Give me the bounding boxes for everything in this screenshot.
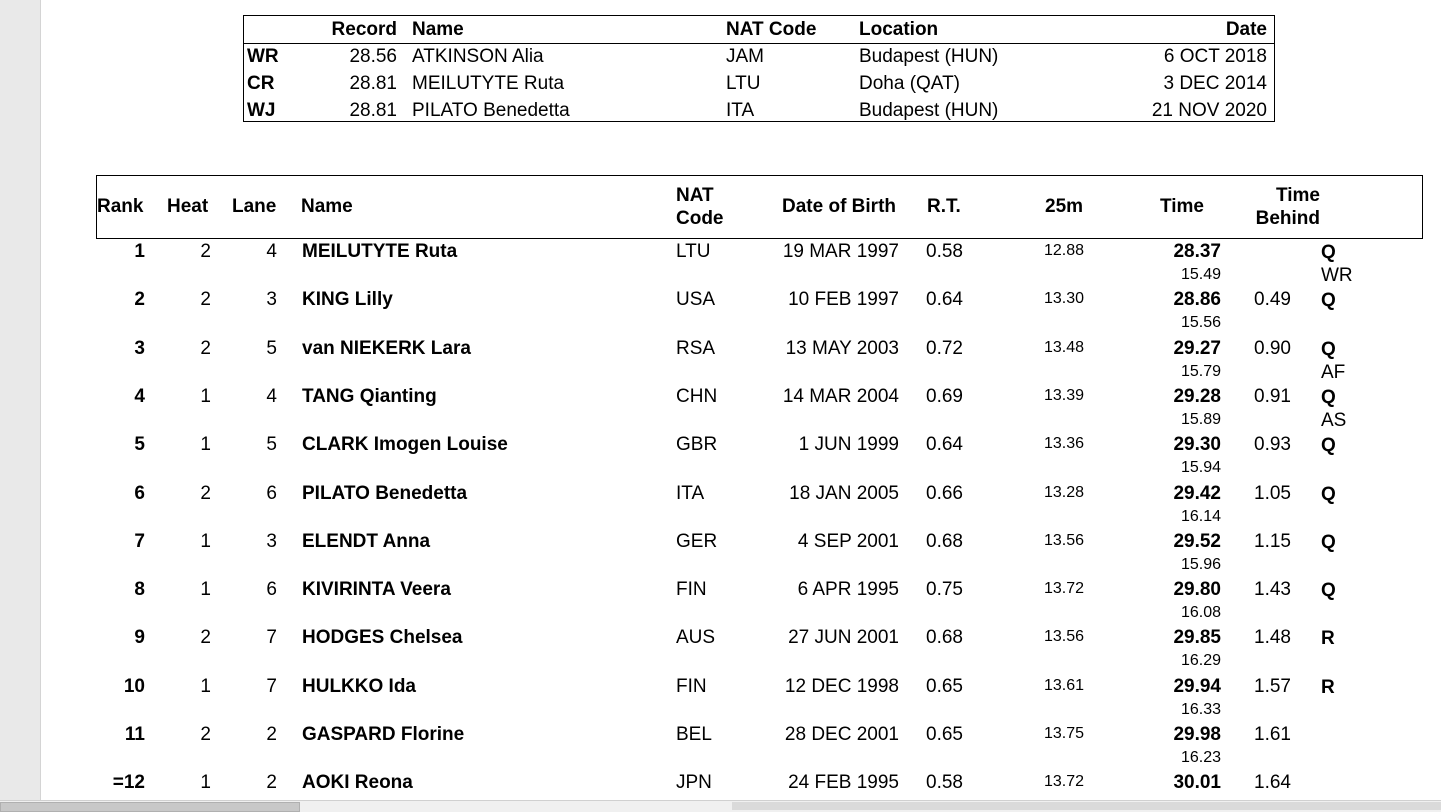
date-of-birth: 4 SEP 2001	[797, 530, 899, 552]
qualifier-mark: Q	[1321, 580, 1336, 602]
result-row	[41, 579, 1441, 627]
split-25m: 13.75	[1043, 725, 1084, 742]
split-25m: 12.88	[1043, 242, 1084, 259]
header-heat: Heat	[167, 196, 209, 217]
split-second-25m: 15.56	[1180, 314, 1221, 332]
result-row	[41, 531, 1441, 579]
result-row	[41, 724, 1441, 772]
result-row	[41, 483, 1441, 531]
lane: 5	[266, 337, 277, 359]
nat-code: FIN	[676, 579, 707, 601]
reaction-time: 0.75	[926, 579, 963, 601]
qualifier-mark: R	[1321, 676, 1335, 698]
split-25m: 13.72	[1043, 773, 1084, 791]
final-time: 28.86	[1173, 289, 1221, 311]
nat-code: GBR	[676, 434, 718, 456]
athlete-name: CLARK Imogen Louise	[302, 434, 508, 456]
record-name: MEILUTYTE Ruta	[412, 73, 565, 94]
header-behind-line2: Behind	[1255, 208, 1320, 229]
result-row	[41, 772, 1441, 800]
records-row	[244, 97, 1274, 124]
heat: 1	[200, 772, 211, 794]
results-header	[96, 175, 1423, 239]
records-header-name: Name	[412, 19, 464, 40]
final-time: 29.80	[1173, 579, 1221, 601]
date-of-birth: 19 MAR 1997	[782, 241, 899, 262]
lane: 2	[266, 724, 277, 745]
record-type: WR	[247, 46, 279, 67]
record-location: Budapest (HUN)	[859, 46, 999, 67]
result-row	[41, 627, 1441, 675]
header-time: Time	[1160, 196, 1205, 217]
athlete-name: ELENDT Anna	[302, 530, 431, 552]
qualifier-mark: Q	[1321, 435, 1336, 457]
date-of-birth: 1 JUN 1999	[798, 434, 899, 456]
time-behind: 1.57	[1254, 675, 1291, 697]
result-row	[41, 434, 1441, 482]
record-nat: JAM	[726, 46, 764, 67]
date-of-birth: 27 JUN 2001	[788, 627, 899, 649]
records-header-date: Date	[1225, 19, 1267, 40]
final-time: 29.27	[1173, 337, 1221, 359]
header-name: Name	[301, 196, 353, 217]
final-time: 28.37	[1173, 241, 1221, 262]
date-of-birth: 14 MAR 2004	[782, 385, 899, 407]
qualifier-mark: Q	[1321, 338, 1336, 360]
lane: 6	[266, 579, 277, 601]
athlete-name: HULKKO Ida	[302, 675, 416, 697]
split-25m: 13.36	[1043, 435, 1084, 453]
nat-code: BEL	[676, 724, 712, 745]
records-row	[244, 43, 1274, 70]
record-mark: WR	[1321, 265, 1353, 286]
split-second-25m: 15.94	[1180, 459, 1221, 477]
header-rank: Rank	[97, 196, 144, 217]
record-time: 28.56	[349, 46, 397, 67]
record-mark: AS	[1321, 409, 1347, 431]
header-nat-line1: NAT	[676, 185, 714, 206]
split-25m: 13.39	[1043, 386, 1084, 404]
time-behind: 1.61	[1254, 724, 1291, 745]
lane: 3	[266, 530, 277, 552]
time-behind: 1.05	[1254, 482, 1291, 504]
header-rt: R.T.	[927, 196, 961, 217]
nat-code: AUS	[676, 627, 716, 649]
athlete-name: KING Lilly	[302, 289, 393, 311]
record-name: PILATO Benedetta	[412, 100, 570, 121]
final-time: 29.28	[1173, 385, 1221, 407]
split-25m: 13.48	[1043, 338, 1084, 356]
header-25m: 25m	[1045, 196, 1084, 217]
result-row	[41, 676, 1441, 724]
time-behind: 0.90	[1254, 337, 1291, 359]
heat: 2	[200, 337, 211, 359]
records-header	[244, 16, 1274, 44]
athlete-name: KIVIRINTA Veera	[302, 579, 451, 601]
rank: 2	[134, 289, 145, 311]
split-25m: 13.72	[1043, 580, 1084, 598]
rank: 10	[123, 675, 145, 697]
time-behind: 0.93	[1254, 434, 1291, 456]
athlete-name: GASPARD Florine	[302, 724, 465, 745]
athlete-name: TANG Qianting	[302, 385, 437, 407]
athlete-name: MEILUTYTE Ruta	[302, 241, 458, 262]
rank: 6	[134, 482, 145, 504]
record-date: 6 OCT 2018	[1163, 46, 1267, 67]
qualifier-mark: Q	[1321, 386, 1336, 408]
record-type: CR	[247, 73, 275, 94]
record-mark: AF	[1321, 361, 1346, 383]
split-second-25m: 15.49	[1180, 266, 1221, 283]
heat: 2	[200, 289, 211, 311]
date-of-birth: 18 JAN 2005	[789, 482, 899, 504]
header-behind-line1: Time	[1275, 185, 1320, 206]
rank: 8	[134, 579, 145, 601]
final-time: 29.30	[1173, 434, 1221, 456]
rank: 11	[124, 724, 145, 745]
header-lane: Lane	[232, 196, 277, 217]
time-behind: 1.48	[1254, 627, 1291, 649]
split-second-25m: 15.79	[1180, 362, 1221, 380]
final-time: 29.42	[1173, 482, 1221, 504]
lane: 3	[266, 289, 277, 311]
record-time: 28.81	[349, 73, 397, 94]
reaction-time: 0.64	[926, 289, 963, 311]
nat-code: FIN	[676, 675, 707, 697]
qualifier-mark: Q	[1321, 483, 1336, 505]
split-second-25m: 16.23	[1180, 749, 1221, 766]
scrollbar-track-segment	[732, 802, 1441, 810]
lane: 7	[266, 675, 277, 697]
rank: 3	[134, 337, 145, 359]
date-of-birth: 28 DEC 2001	[784, 724, 899, 745]
reaction-time: 0.65	[926, 675, 963, 697]
split-25m: 13.61	[1043, 676, 1084, 694]
nat-code: RSA	[676, 337, 716, 359]
record-time: 28.81	[349, 100, 397, 121]
final-time: 30.01	[1173, 772, 1221, 794]
document-page	[40, 0, 1441, 800]
date-of-birth: 24 FEB 1995	[788, 772, 899, 794]
reaction-time: 0.66	[926, 482, 963, 504]
heat: 2	[200, 724, 211, 745]
lane: 4	[266, 241, 277, 262]
record-date: 21 NOV 2020	[1151, 100, 1267, 121]
rank: 4	[134, 385, 145, 407]
record-date: 3 DEC 2014	[1163, 73, 1267, 94]
nat-code: LTU	[676, 241, 711, 262]
records-header-nat: NAT Code	[726, 19, 817, 40]
reaction-time: 0.68	[926, 627, 963, 649]
date-of-birth: 6 APR 1995	[797, 579, 899, 601]
qualifier-mark: Q	[1321, 242, 1336, 263]
heat: 1	[200, 434, 211, 456]
final-time: 29.94	[1173, 675, 1221, 697]
heat: 1	[200, 675, 211, 697]
reaction-time: 0.68	[926, 530, 963, 552]
date-of-birth: 13 MAY 2003	[785, 337, 899, 359]
time-behind: 0.49	[1254, 289, 1291, 311]
nat-code: GER	[676, 530, 718, 552]
lane: 2	[266, 772, 277, 794]
record-type: WJ	[247, 100, 276, 121]
records-row	[244, 70, 1274, 97]
split-second-25m: 15.89	[1180, 410, 1221, 428]
lane: 7	[266, 627, 277, 649]
athlete-name: van NIEKERK Lara	[302, 337, 471, 359]
record-nat: LTU	[726, 73, 761, 94]
horizontal-scrollbar[interactable]	[0, 800, 1441, 812]
nat-code: JPN	[676, 772, 712, 794]
records-header-location: Location	[859, 19, 939, 40]
split-second-25m: 16.33	[1180, 700, 1221, 718]
result-row	[41, 338, 1441, 386]
header-dob: Date of Birth	[782, 196, 896, 217]
rank: =12	[112, 772, 145, 794]
nat-code: ITA	[676, 482, 705, 504]
split-25m: 13.56	[1043, 628, 1084, 646]
reaction-time: 0.64	[926, 434, 963, 456]
athlete-name: PILATO Benedetta	[302, 482, 468, 504]
split-second-25m: 16.29	[1180, 652, 1221, 670]
rank: 1	[134, 241, 145, 262]
athlete-name: AOKI Reona	[302, 772, 413, 794]
record-location: Doha (QAT)	[859, 73, 961, 94]
result-row	[41, 386, 1441, 434]
header-nat-line2: Code	[676, 208, 724, 229]
final-time: 29.52	[1173, 530, 1221, 552]
athlete-name: HODGES Chelsea	[302, 627, 463, 649]
split-25m: 13.56	[1043, 531, 1084, 549]
heat: 1	[200, 530, 211, 552]
nat-code: USA	[676, 289, 716, 311]
result-row	[41, 241, 1441, 289]
split-25m: 13.28	[1043, 483, 1084, 501]
reaction-time: 0.58	[926, 241, 963, 262]
result-row	[41, 289, 1441, 337]
rank: 7	[134, 530, 145, 552]
reaction-time: 0.72	[926, 337, 963, 359]
time-behind: 1.43	[1254, 579, 1291, 601]
split-second-25m: 16.14	[1180, 507, 1221, 525]
final-time: 29.98	[1173, 724, 1221, 745]
reaction-time: 0.65	[926, 724, 963, 745]
records-header-record: Record	[331, 19, 397, 40]
records-table	[243, 15, 1275, 122]
lane: 4	[266, 385, 277, 407]
qualifier-mark: Q	[1321, 290, 1336, 312]
heat: 2	[200, 627, 211, 649]
record-name: ATKINSON Alia	[412, 46, 544, 67]
lane: 6	[266, 482, 277, 504]
rank: 9	[134, 627, 145, 649]
final-time: 29.85	[1173, 627, 1221, 649]
date-of-birth: 10 FEB 1997	[788, 289, 899, 311]
record-location: Budapest (HUN)	[859, 100, 999, 121]
lane: 5	[266, 434, 277, 456]
reaction-time: 0.58	[926, 772, 963, 794]
split-second-25m: 15.96	[1180, 555, 1221, 573]
record-nat: ITA	[726, 100, 755, 121]
heat: 1	[200, 579, 211, 601]
heat: 2	[200, 241, 211, 262]
split-second-25m: 16.08	[1180, 604, 1221, 622]
time-behind: 1.64	[1254, 772, 1291, 794]
nat-code: CHN	[676, 385, 718, 407]
heat: 2	[200, 482, 211, 504]
time-behind: 1.15	[1254, 530, 1291, 552]
split-25m: 13.30	[1043, 290, 1084, 308]
reaction-time: 0.69	[926, 385, 963, 407]
date-of-birth: 12 DEC 1998	[784, 675, 899, 697]
qualifier-mark: R	[1321, 628, 1335, 650]
heat: 1	[200, 385, 211, 407]
rank: 5	[134, 434, 145, 456]
time-behind: 0.91	[1254, 385, 1291, 407]
qualifier-mark: Q	[1321, 531, 1336, 553]
